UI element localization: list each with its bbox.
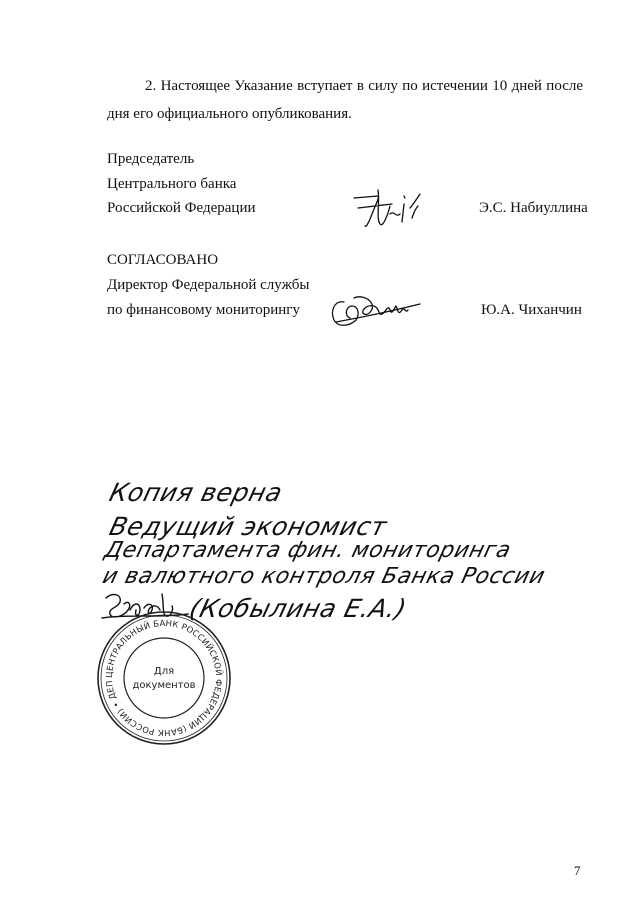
- stamp-center-line-1: Для: [153, 666, 175, 677]
- stamp-center-line-2: документов: [132, 680, 196, 691]
- stamp-image: [89, 600, 234, 748]
- certification-line-3: Департамента фин. мониторинга: [102, 538, 514, 563]
- approval-title-line-2: по финансовому мониторингу: [107, 302, 300, 318]
- signature-1-image: [350, 184, 430, 236]
- signature-2-image: [328, 290, 428, 334]
- paragraph-line-1: 2. Настоящее Указание вступает в силу по истечении 10 дней после: [145, 78, 583, 94]
- certification-line-1: Копия верна: [106, 478, 286, 507]
- signatory1-name: Э.С. Набиуллина: [479, 200, 588, 216]
- signatory1-title-line-2: Центрального банка: [107, 176, 237, 192]
- paragraph-2: [107, 72, 583, 128]
- page-number: 7: [574, 863, 581, 878]
- signatory1-title-line-3: Российской Федерации: [107, 200, 256, 216]
- paragraph-line-2: дня его официального опубликования.: [107, 106, 352, 122]
- approval-name: Ю.А. Чиханчин: [481, 302, 582, 318]
- approval-heading: СОГЛАСОВАНО: [107, 252, 219, 268]
- signatory1-title-line-1: Председатель: [107, 151, 195, 167]
- certification-line-4: и валютного контроля Банка России: [100, 564, 548, 589]
- approval-title-line-1: Директор Федеральной службы: [107, 277, 310, 293]
- stamp-ring-textpath: ЦЕНТРАЛЬНЫЙ БАНК РОССИЙСКОЙ ФЕДЕРАЦИИ (БАНК РОССИИ) • ДЕПАРТАМЕНТ ФИНАНСОВОГО МОНИТОРИНГА И ВАЛЮТНОГО КОНТРОЛЯ •: [89, 600, 225, 739]
- certification-line-5: (Кобылина Е.А.): [186, 594, 410, 623]
- certification-line-2: Ведущий экономист: [106, 512, 391, 541]
